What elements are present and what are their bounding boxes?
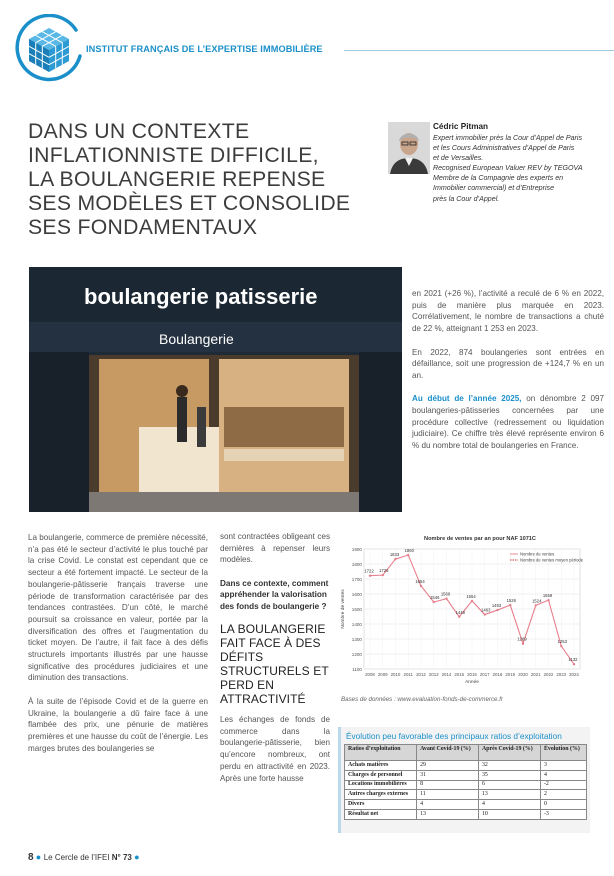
article-column-right — [412, 288, 604, 464]
x-tick-label: 2021 — [530, 672, 541, 677]
y-tick-label: 1600 — [351, 591, 362, 597]
data-label: 1526 — [506, 598, 516, 604]
x-tick-label: 2015 — [454, 672, 465, 677]
ratios-panel — [338, 727, 590, 833]
data-point — [547, 599, 549, 601]
author-bio — [433, 133, 613, 204]
author-bio-line: Recognised European Valuer REV by TEGOVA — [433, 164, 583, 173]
bullet-icon: ● — [35, 852, 44, 862]
data-point — [509, 604, 511, 606]
data-label: 1524 — [532, 598, 542, 604]
data-point — [407, 554, 409, 556]
data-label: 1559 — [542, 593, 553, 599]
y-tick-label: 1400 — [351, 621, 362, 627]
table-cell: 4 — [540, 770, 586, 780]
author-bio-line: Expert immobilier près la Cour d’Appel de Paris — [433, 134, 583, 142]
x-tick-label: 2012 — [416, 672, 426, 677]
title-line: INFLATIONNISTE DIFFICILE, — [28, 144, 319, 167]
x-tick-label: 2010 — [390, 672, 401, 677]
paragraph: À la suite de l’épisode Covid et de la guerre en Ukraine, la boulangerie a dû faire face à une flambée des prix, une pénurie de matières premières et une hausse du coût de l’énergie. Les marges brutes des boulangeries se — [28, 696, 208, 753]
page-number: 8 — [28, 852, 34, 863]
legend-entry: Nombre de ventes moyen période — [520, 557, 584, 563]
x-tick-label: 2017 — [479, 672, 490, 677]
table-cell: 32 — [478, 761, 540, 771]
table-cell: Achats matières — [345, 761, 417, 771]
data-label: 1546 — [430, 595, 440, 601]
table-header-row — [345, 745, 587, 761]
data-label: 1463 — [481, 607, 491, 613]
paragraph — [412, 393, 604, 452]
paragraph: En 2022, 874 boulangeries sont entrées en défaillance, soit une progression de +124,7 % en un an. — [412, 347, 604, 380]
x-tick-label: 2020 — [518, 672, 528, 677]
y-axis-label: Nombre de ventes — [341, 589, 346, 629]
author-photo — [388, 122, 430, 174]
title-line: SES FONDAMENTAUX — [28, 216, 258, 239]
title-line: SES MODÈLES ET CONSOLIDE — [28, 192, 351, 215]
table-row — [345, 780, 587, 790]
data-label: 1269 — [517, 636, 527, 642]
table-cell: -3 — [540, 809, 586, 819]
x-tick-label: 2008 — [365, 672, 375, 677]
table-cell: Divers — [345, 800, 417, 810]
chart-source: Bases de données : www.evaluation-fonds-de-commerce.fr — [341, 696, 503, 703]
data-label: 1569 — [440, 591, 451, 597]
paragraph-text: on dénombre 2 097 boulangeries-pâtisseries concernées par une procédure collective (redressement ou liquidation judiciaire). Ce chiffre très élevé représente environ 6 % du nombre total de boulangeries en France. — [412, 394, 605, 451]
data-point — [382, 574, 384, 576]
table-row — [345, 809, 587, 819]
table-cell: Résultat net — [345, 809, 417, 819]
page-footer — [28, 852, 140, 863]
title-line: DANS UN CONTEXTE — [28, 120, 250, 143]
data-label: 1722 — [364, 568, 374, 574]
key-question: Dans ce contexte, comment appréhender la valorisation des fonds de boulangerie ? — [220, 578, 329, 611]
table-cell: 3 — [540, 761, 586, 771]
title-line: LA BOULANGERIE REPENSE — [28, 168, 326, 191]
data-point — [433, 601, 435, 603]
legend-entry: Nombre de ventes — [520, 551, 555, 557]
author-bio-line: Immobilier commercial) et d’Entreprise — [433, 184, 555, 193]
data-label: 1860 — [404, 548, 414, 553]
data-point — [560, 645, 562, 647]
data-label: 1833 — [389, 552, 400, 558]
data-point — [496, 609, 498, 611]
author-bio-line: près la Cour d’Appel. — [433, 194, 500, 203]
table-cell: 6 — [478, 780, 540, 790]
table-cell: 13 — [478, 790, 540, 800]
x-tick-label: 2014 — [441, 672, 452, 677]
x-tick-label: 2018 — [492, 672, 503, 677]
author-bio-line: Membre de la Compagnie des experts en — [433, 174, 564, 183]
table-cell: 35 — [478, 770, 540, 780]
table-cell: -2 — [540, 780, 586, 790]
article-column-1 — [28, 532, 208, 766]
x-tick-label: 2019 — [505, 672, 516, 677]
data-point — [471, 600, 473, 602]
data-point — [445, 597, 447, 599]
table-cell: 2 — [540, 790, 586, 800]
shop-sign-small: Boulangerie — [159, 331, 234, 347]
bakery-storefront-photo — [29, 267, 402, 512]
x-tick-label: 2022 — [543, 672, 554, 677]
publication-name: Le Cercle de l’IFEI — [43, 853, 110, 862]
column-header: Après Covid-19 (%) — [478, 745, 540, 761]
bullet-icon: ● — [134, 852, 140, 862]
table-cell: 8 — [417, 780, 479, 790]
y-tick-label: 1500 — [351, 606, 362, 612]
data-label: 1448 — [455, 609, 465, 615]
table-cell: 4 — [478, 800, 540, 810]
table-cell: 11 — [417, 790, 479, 800]
data-point — [573, 663, 575, 665]
data-point — [484, 613, 486, 615]
table-row — [345, 770, 587, 780]
table-row — [345, 761, 587, 771]
y-tick-label: 1900 — [351, 546, 362, 552]
author-bio-line: et de Versailles. — [433, 154, 484, 163]
data-label: 1726 — [379, 568, 389, 574]
table-cell: 29 — [417, 761, 479, 771]
y-tick-label: 1800 — [351, 561, 362, 567]
table-cell: 0 — [540, 800, 586, 810]
x-tick-label: 2011 — [403, 672, 413, 677]
y-tick-label: 1100 — [352, 666, 362, 672]
ratios-table-title: Évolution peu favorable des principaux ratios d’exploitation — [346, 731, 562, 741]
x-tick-label: 2009 — [377, 672, 388, 677]
section-subtitle: LA BOULANGERIE FAIT FACE À DES DÉFITS STRUCTURELS ET PERD EN ATTRACTIVITÉ — [220, 622, 329, 707]
article-column-2 — [220, 531, 330, 796]
x-tick-label: 2016 — [467, 672, 477, 677]
y-tick-label: 1700 — [351, 576, 362, 582]
x-axis-label: Année — [465, 680, 479, 685]
chart-title: Nombre de ventes par an pour NAF 1071C — [424, 536, 536, 542]
author-bio-line: et les Cours Administratives d’Appel de Paris — [433, 144, 575, 153]
data-label: 1654 — [415, 578, 425, 584]
data-point — [394, 558, 396, 560]
table-cell: Autres charges externes — [345, 790, 417, 800]
paragraph: sont contractées obligeant ces dernières à repenser leurs modèles. — [220, 532, 330, 565]
x-tick-label: 2013 — [428, 672, 439, 677]
issue-number: N° 73 — [111, 853, 132, 862]
highlight-text: Au début de l’année 2025, — [412, 394, 522, 404]
data-label: 1253 — [557, 639, 567, 645]
table-cell: 13 — [417, 809, 479, 819]
ratios-table — [344, 744, 587, 820]
data-point — [535, 604, 537, 606]
y-tick-label: 1300 — [351, 636, 362, 642]
x-tick-label: 2024 — [569, 672, 579, 677]
data-label: 1554 — [466, 593, 476, 599]
paragraph: La boulangerie, commerce de première nécessité, n’a pas été le secteur d’activité le plus touché par la crise Covid. Le constat est cependant que ce secteur a été fortement impacté. Le secteur de la boulangerie-pâtisserie français traverse une période de transformation caractérisée par des tendances contrastées. D’un côté, le marché poursuit sa croissance en valeur, portée par la diversification des offres et l’augmentation du ticket moyen. De l’autre, il fait face à des défis structurels importants illustrés par une hausse significative des procédures judiciaires et une diminution des transactions. — [28, 533, 208, 683]
ifei-logo-icon — [14, 14, 84, 84]
data-label: 1493 — [491, 603, 502, 609]
data-label: 1132 — [568, 657, 578, 663]
data-point — [420, 585, 422, 587]
table-row — [345, 790, 587, 800]
paragraph: Les échanges de fonds de commerce dans la boulangerie-pâtisserie, bien qu’encore nombreux, ont perdu en attractivité en 2023. Après une forte hausse — [220, 715, 330, 783]
table-row — [345, 800, 587, 810]
table-cell: 4 — [417, 800, 479, 810]
column-header: Ratios d’exploitation — [345, 745, 417, 761]
article-title — [28, 120, 373, 240]
shop-sign-main: boulangerie patisserie — [84, 284, 318, 309]
column-header: Avant Covid-19 (%) — [417, 745, 479, 761]
sales-line-chart — [338, 531, 590, 691]
y-tick-label: 1200 — [351, 651, 362, 657]
column-header: Évolution (%) — [540, 745, 586, 761]
author-name: Cédric Pitman — [433, 122, 489, 131]
data-point — [369, 575, 371, 577]
table-cell: Locations immobilières — [345, 780, 417, 790]
paragraph: en 2021 (+26 %), l’activité a reculé de 6 % en 2022, puis de manière plus marquée en 2023. Corrélativement, le nombre de transactions a chuté de 22 %, atteignant 1 253 en 2023. — [412, 289, 604, 334]
header-divider — [344, 50, 614, 51]
data-point — [458, 616, 460, 618]
org-name: INSTITUT FRANÇAIS DE L’EXPERTISE IMMOBILIÈRE — [86, 44, 323, 54]
table-cell: 31 — [417, 770, 479, 780]
x-tick-label: 2023 — [556, 672, 567, 677]
table-cell: Charges de personnel — [345, 770, 417, 780]
sales-chart — [338, 531, 590, 691]
data-point — [522, 642, 524, 644]
table-cell: 10 — [478, 809, 540, 819]
